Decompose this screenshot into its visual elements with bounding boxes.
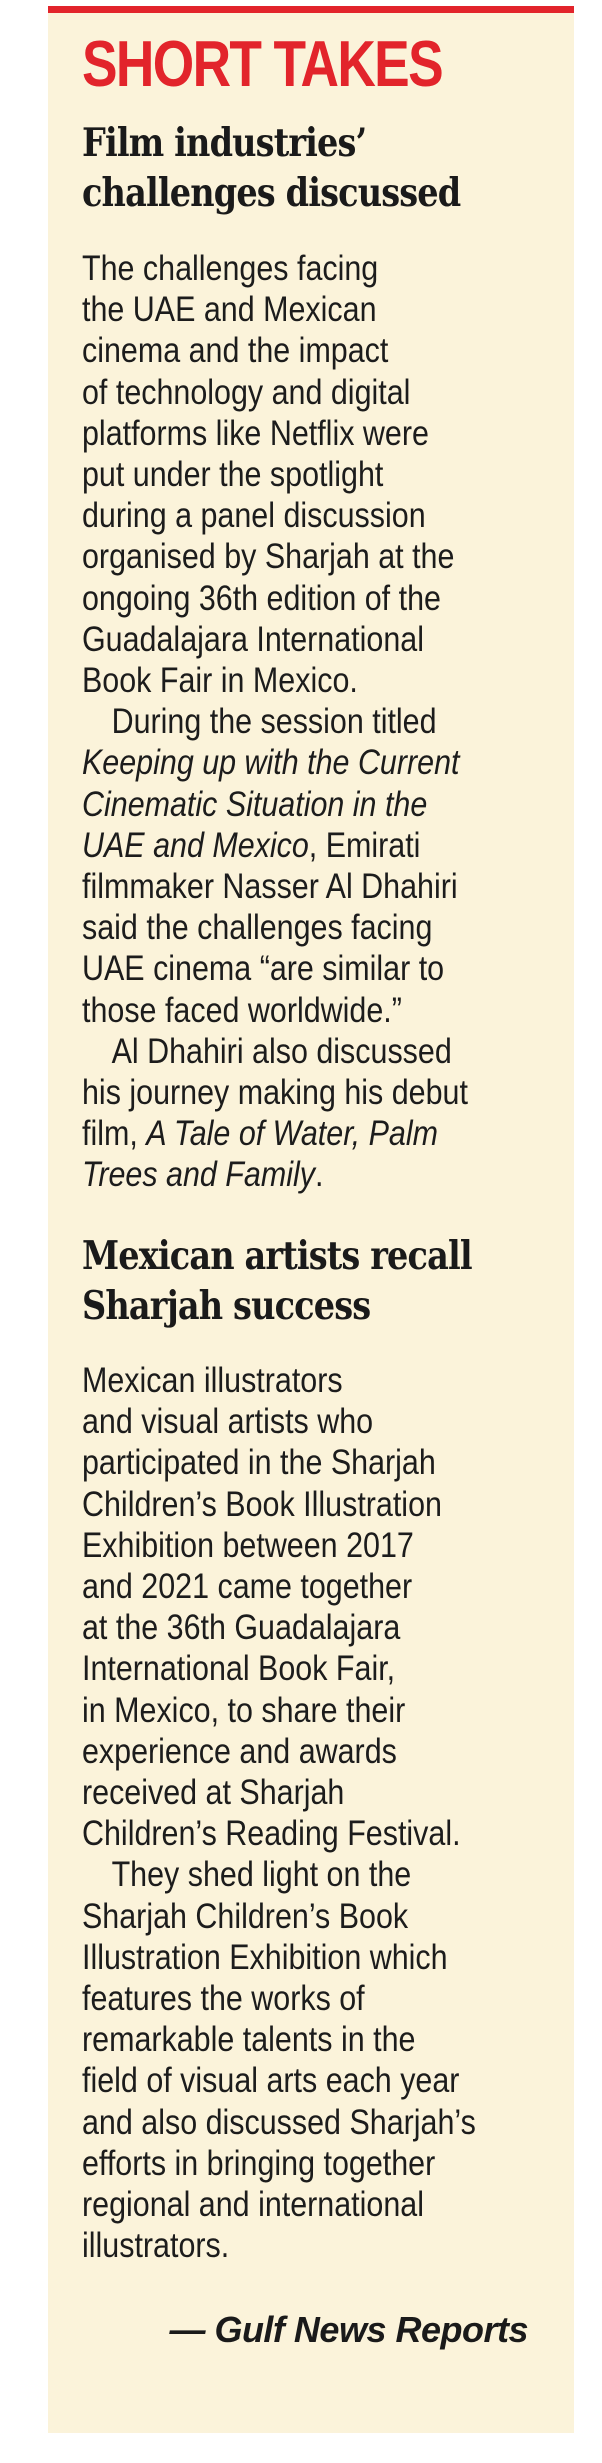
story1-text: film,	[82, 1114, 147, 1154]
story2-line: experience and awards	[82, 1731, 397, 1771]
story1-line: during a panel discussion	[82, 496, 426, 536]
story1-line: Al Dhahiri also discussed	[111, 1031, 452, 1071]
story2-line: and also discussed Sharjah’s	[82, 2102, 476, 2142]
session-title-line	[82, 825, 468, 866]
story2-headline-line: Sharjah success	[82, 1283, 371, 1329]
story2-line: Children’s Book Illustration	[82, 1484, 442, 1524]
story1-line: put under the spotlight	[82, 455, 384, 495]
story2-line: field of visual arts each year	[82, 2061, 460, 2101]
story2-line: They shed light on the	[111, 1855, 412, 1895]
session-title-line	[82, 742, 468, 783]
story1-line: Guadalajara International	[82, 619, 424, 659]
story1-line: ongoing 36th edition of the	[82, 578, 441, 618]
story2-body	[82, 1360, 476, 2266]
film-title-line	[82, 1154, 468, 1195]
story2-line: International Book Fair,	[82, 1649, 396, 1689]
story1-line: his journey making his debut	[82, 1073, 468, 1113]
story2-line: Illustration Exhibition which	[82, 1937, 448, 1977]
story1-line: the UAE and Mexican	[82, 290, 377, 330]
story2-line: remarkable talents in the	[82, 2020, 416, 2060]
session-title: Keeping up with the Current	[82, 743, 460, 783]
story2-line: Mexican illustrators	[82, 1361, 343, 1400]
story2-line: Sharjah Children’s Book	[82, 1896, 409, 1936]
story1-line: Book Fair in Mexico.	[82, 661, 358, 701]
story1-text: .	[314, 1155, 324, 1195]
story2-line: Children’s Reading Festival.	[82, 1814, 461, 1854]
session-title-line	[82, 784, 468, 825]
story1-text: , Emirati	[308, 825, 421, 865]
story1-line: organised by Sharjah at the	[82, 537, 455, 577]
story1-line: cinema and the impact	[82, 331, 389, 371]
session-title: Cinematic Situation in the	[82, 784, 428, 824]
story1-headline	[82, 118, 460, 218]
story2-line: illustrators.	[82, 2226, 230, 2266]
story2-headline	[82, 1231, 472, 1331]
byline-credit: — Gulf News Reports	[169, 2309, 528, 2350]
story1-line: said the challenges facing	[82, 908, 433, 948]
story2-line: efforts in bringing together	[82, 2143, 436, 2183]
story1-line: The challenges facing	[82, 249, 379, 288]
story2-line: in Mexico, to share their	[82, 1690, 406, 1730]
story2-line: at the 36th Guadalajara	[82, 1608, 401, 1648]
film-title-line	[82, 1113, 468, 1154]
story1-headline-line: Film industries’	[82, 120, 367, 166]
story1-body	[82, 248, 468, 1196]
story2-line: and 2021 came together	[82, 1567, 413, 1607]
story2-headline-line: Mexican artists recall	[82, 1233, 472, 1279]
story1-line: During the session titled	[111, 702, 437, 742]
story1-line: UAE cinema “are similar to	[82, 949, 445, 989]
story2-line: Exhibition between 2017	[82, 1525, 414, 1565]
story2-line: features the works of	[82, 1979, 365, 2019]
story2-line: and visual artists who	[82, 1402, 374, 1442]
story2-line: participated in the Sharjah	[82, 1443, 436, 1483]
story1-line: of technology and digital	[82, 372, 411, 412]
story1-line: platforms like Netflix were	[82, 413, 429, 453]
story2-line: regional and international	[82, 2185, 424, 2225]
film-title: A Tale of Water, Palm	[146, 1114, 438, 1154]
section-label: SHORT TAKES	[82, 27, 443, 100]
film-title: Trees and Family	[82, 1155, 315, 1195]
story1-headline-line: challenges discussed	[82, 170, 461, 216]
story2-line: received at Sharjah	[82, 1773, 345, 1813]
session-title: UAE and Mexico	[82, 825, 309, 865]
story1-line: filmmaker Nasser Al Dhahiri	[82, 867, 458, 907]
top-red-rule	[48, 6, 574, 13]
story1-line: those faced worldwide.”	[82, 990, 402, 1030]
